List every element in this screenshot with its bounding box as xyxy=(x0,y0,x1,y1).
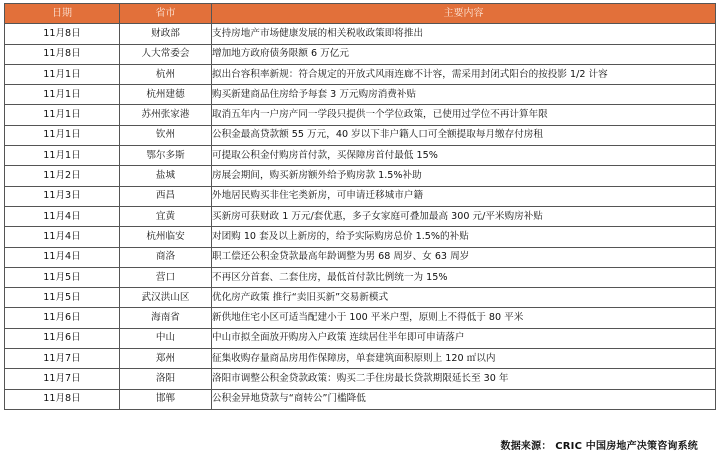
content-cell: 新供地住宅小区可适当配建小于 100 平米户型，原则上不得低于 80 平米 xyxy=(212,308,716,328)
table-row xyxy=(5,328,716,348)
table-row xyxy=(5,308,716,328)
table-row xyxy=(5,247,716,267)
table-row xyxy=(5,288,716,308)
content-cell: 可提取公积金付购房首付款，买保障房首付最低 15% xyxy=(212,146,716,166)
city-cell: 杭州临安 xyxy=(120,227,212,247)
city-cell: 杭州建德 xyxy=(120,85,212,105)
content-cell: 取消五年内一户房产同一学段只提供一个学位政策，已使用过学位不再计算年限 xyxy=(212,105,716,125)
content-cell: 公积金最高贷款额 55 万元，40 岁以下非户籍人口可全额提取每月缴存付房租 xyxy=(212,125,716,145)
date-cell: 11月5日 xyxy=(5,288,120,308)
table-row xyxy=(5,227,716,247)
header-row xyxy=(5,4,716,24)
table-row xyxy=(5,389,716,409)
table-row xyxy=(5,186,716,206)
city-cell: 邯郸 xyxy=(120,389,212,409)
header-content: 主要内容 xyxy=(212,4,716,24)
date-cell: 11月6日 xyxy=(5,328,120,348)
table-row xyxy=(5,24,716,44)
date-cell: 11月2日 xyxy=(5,166,120,186)
city-cell: 财政部 xyxy=(120,24,212,44)
city-cell: 人大常委会 xyxy=(120,44,212,64)
content-cell: 中山市拟全面放开购房入户政策 连续居住半年即可申请落户 xyxy=(212,328,716,348)
table-body xyxy=(5,24,716,410)
data-source-note: 数据来源： CRIC 中国房地产决策咨询系统 xyxy=(500,441,698,452)
table-row xyxy=(5,349,716,369)
date-cell: 11月7日 xyxy=(5,349,120,369)
date-cell: 11月5日 xyxy=(5,267,120,287)
content-cell: 公积金异地贷款与“商转公”门槛降低 xyxy=(212,389,716,409)
content-cell: 优化房产政策 推行“卖旧买新”交易新模式 xyxy=(212,288,716,308)
content-cell: 房展会期间，购买新房额外给予购房款 1.5%补助 xyxy=(212,166,716,186)
date-cell: 11月1日 xyxy=(5,125,120,145)
content-cell: 支持房地产市场健康发展的相关税收政策即将推出 xyxy=(212,24,716,44)
date-cell: 11月1日 xyxy=(5,85,120,105)
content-cell: 拟出台容积率新规：符合规定的开放式风雨连廊不计容，需采用封闭式阳台的按投影 1/2 计容 xyxy=(212,64,716,84)
date-cell: 11月4日 xyxy=(5,206,120,226)
city-cell: 洛阳 xyxy=(120,369,212,389)
date-cell: 11月7日 xyxy=(5,369,120,389)
policy-table xyxy=(4,3,716,410)
table-row xyxy=(5,64,716,84)
content-cell: 外地居民购买非住宅类新房，可申请迁移城市户籍 xyxy=(212,186,716,206)
content-cell: 不再区分首套、二套住房，最低首付款比例统一为 15% xyxy=(212,267,716,287)
city-cell: 郑州 xyxy=(120,349,212,369)
content-cell: 职工偿还公积金贷款最高年龄调整为男 68 周岁、女 63 周岁 xyxy=(212,247,716,267)
header-city: 省市 xyxy=(120,4,212,24)
table-row xyxy=(5,166,716,186)
date-cell: 11月6日 xyxy=(5,308,120,328)
content-cell: 对团购 10 套及以上新房的，给予实际购房总价 1.5%的补贴 xyxy=(212,227,716,247)
city-cell: 鄂尔多斯 xyxy=(120,146,212,166)
header-date: 日期 xyxy=(5,4,120,24)
city-cell: 苏州张家港 xyxy=(120,105,212,125)
city-cell: 钦州 xyxy=(120,125,212,145)
table-header xyxy=(5,4,716,24)
date-cell: 11月8日 xyxy=(5,389,120,409)
city-cell: 宜黄 xyxy=(120,206,212,226)
table-row xyxy=(5,85,716,105)
content-cell: 洛阳市调整公积金贷款政策：购买二手住房最长贷款期限延长至 30 年 xyxy=(212,369,716,389)
content-cell: 购买新建商品住房给予每套 3 万元购房消费补贴 xyxy=(212,85,716,105)
table-row xyxy=(5,105,716,125)
table-row xyxy=(5,206,716,226)
date-cell: 11月4日 xyxy=(5,227,120,247)
table-row xyxy=(5,146,716,166)
city-cell: 中山 xyxy=(120,328,212,348)
date-cell: 11月3日 xyxy=(5,186,120,206)
table-row xyxy=(5,369,716,389)
date-cell: 11月8日 xyxy=(5,24,120,44)
content-cell: 征集收购存量商品房用作保障房，单套建筑面积原则上 120 ㎡以内 xyxy=(212,349,716,369)
city-cell: 商洛 xyxy=(120,247,212,267)
city-cell: 西昌 xyxy=(120,186,212,206)
date-cell: 11月1日 xyxy=(5,105,120,125)
city-cell: 营口 xyxy=(120,267,212,287)
date-cell: 11月8日 xyxy=(5,44,120,64)
city-cell: 盐城 xyxy=(120,166,212,186)
table-row xyxy=(5,267,716,287)
city-cell: 海南省 xyxy=(120,308,212,328)
date-cell: 11月1日 xyxy=(5,64,120,84)
city-cell: 武汉洪山区 xyxy=(120,288,212,308)
table-row xyxy=(5,44,716,64)
table-row xyxy=(5,125,716,145)
date-cell: 11月1日 xyxy=(5,146,120,166)
content-cell: 买新房可获财政 1 万元/套优惠，多子女家庭可叠加最高 300 元/平米购房补贴 xyxy=(212,206,716,226)
city-cell: 杭州 xyxy=(120,64,212,84)
date-cell: 11月4日 xyxy=(5,247,120,267)
content-cell: 增加地方政府债务限额 6 万亿元 xyxy=(212,44,716,64)
